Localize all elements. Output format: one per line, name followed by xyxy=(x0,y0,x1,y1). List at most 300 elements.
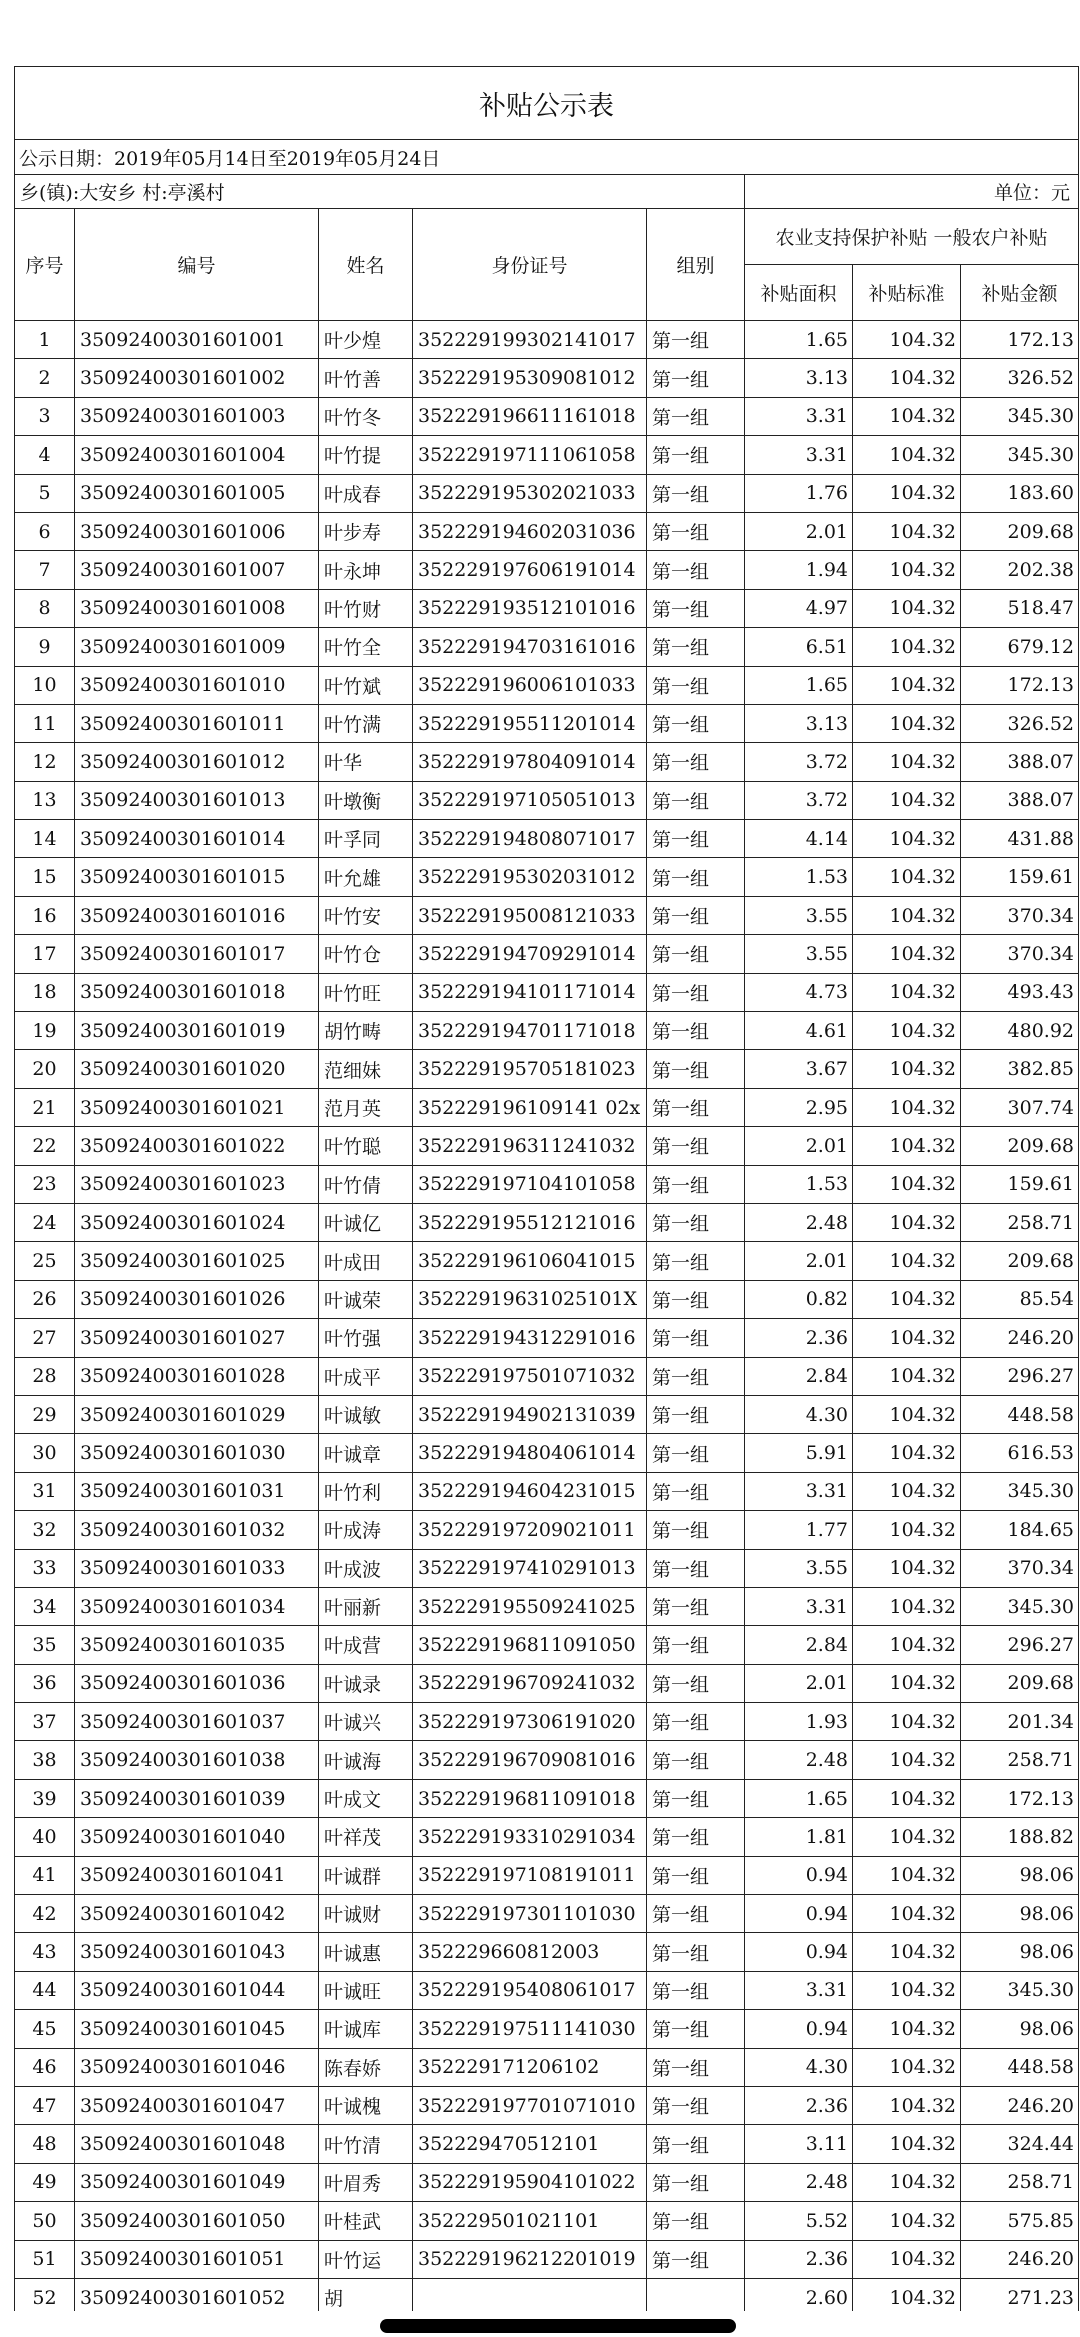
cell-group: 第一组 xyxy=(647,397,745,435)
cell-area: 2.01 xyxy=(745,1127,853,1165)
cell-seq: 45 xyxy=(15,2010,75,2048)
cell-name: 叶诚章 xyxy=(319,1434,413,1472)
table-row xyxy=(15,896,1079,934)
cell-standard: 104.32 xyxy=(853,858,961,896)
cell-id: 352229197104101058 xyxy=(413,1165,647,1203)
cell-seq: 13 xyxy=(15,781,75,819)
cell-id: 352229197111061058 xyxy=(413,436,647,474)
table-row xyxy=(15,321,1079,359)
cell-code: 35092400301601021 xyxy=(75,1088,319,1126)
cell-code: 35092400301601008 xyxy=(75,589,319,627)
cell-seq: 32 xyxy=(15,1511,75,1549)
cell-group: 第一组 xyxy=(647,512,745,550)
cell-area: 1.65 xyxy=(745,321,853,359)
cell-seq: 51 xyxy=(15,2240,75,2278)
cell-area: 1.53 xyxy=(745,1165,853,1203)
cell-code: 35092400301601002 xyxy=(75,359,319,397)
cell-seq: 42 xyxy=(15,1895,75,1933)
table-row xyxy=(15,436,1079,474)
cell-group: 第一组 xyxy=(647,1587,745,1625)
cell-id: 352229195302031012 xyxy=(413,858,647,896)
cell-group: 第一组 xyxy=(647,743,745,781)
cell-code: 35092400301601006 xyxy=(75,512,319,550)
cell-code: 35092400301601003 xyxy=(75,397,319,435)
subsidy-table-sheet xyxy=(14,66,1078,2317)
cell-id: 352229194602031036 xyxy=(413,512,647,550)
cell-area: 4.97 xyxy=(745,589,853,627)
cell-id: 352229196106041015 xyxy=(413,1242,647,1280)
cell-name: 叶竹运 xyxy=(319,2240,413,2278)
cell-group: 第一组 xyxy=(647,1933,745,1971)
cell-group: 第一组 xyxy=(647,1741,745,1779)
table-row xyxy=(15,1472,1079,1510)
cell-id: 352229196611161018 xyxy=(413,397,647,435)
cell-id: 352229194703161016 xyxy=(413,628,647,666)
cell-code: 35092400301601050 xyxy=(75,2202,319,2240)
cell-standard: 104.32 xyxy=(853,2240,961,2278)
table-row xyxy=(15,551,1079,589)
cell-code: 35092400301601048 xyxy=(75,2125,319,2163)
table-row xyxy=(15,628,1079,666)
cell-id: 352229194804061014 xyxy=(413,1434,647,1472)
cell-amount: 345.30 xyxy=(961,1587,1079,1625)
cell-group: 第一组 xyxy=(647,1242,745,1280)
cell-amount: 448.58 xyxy=(961,1395,1079,1433)
cell-code: 35092400301601046 xyxy=(75,2048,319,2086)
cell-id: 352229194101171014 xyxy=(413,973,647,1011)
cell-amount: 159.61 xyxy=(961,1165,1079,1203)
cell-seq: 26 xyxy=(15,1280,75,1318)
cell-code: 35092400301601033 xyxy=(75,1549,319,1587)
cell-name: 胡竹畴 xyxy=(319,1012,413,1050)
cell-id: 352229196109141 02x xyxy=(413,1088,647,1126)
table-row xyxy=(15,1203,1079,1241)
cell-group: 第一组 xyxy=(647,1050,745,1088)
cell-amount: 201.34 xyxy=(961,1703,1079,1741)
cell-id: 352229197511141030 xyxy=(413,2010,647,2048)
cell-name: 叶永坤 xyxy=(319,551,413,589)
table-row xyxy=(15,2163,1079,2201)
cell-code: 35092400301601043 xyxy=(75,1933,319,1971)
cell-area: 2.48 xyxy=(745,2163,853,2201)
cell-amount: 370.34 xyxy=(961,896,1079,934)
cell-amount: 271.23 xyxy=(961,2278,1079,2316)
header-standard: 补贴标准 xyxy=(853,265,961,321)
cell-standard: 104.32 xyxy=(853,1779,961,1817)
cell-area: 3.72 xyxy=(745,781,853,819)
cell-id: 352229171206102 xyxy=(413,2048,647,2086)
cell-group: 第一组 xyxy=(647,628,745,666)
cell-seq: 9 xyxy=(15,628,75,666)
cell-amount: 370.34 xyxy=(961,935,1079,973)
table-row xyxy=(15,781,1079,819)
cell-amount: 493.43 xyxy=(961,973,1079,1011)
cell-seq: 36 xyxy=(15,1664,75,1702)
cell-standard: 104.32 xyxy=(853,1971,961,2009)
cell-standard: 104.32 xyxy=(853,1012,961,1050)
cell-name: 叶竹财 xyxy=(319,589,413,627)
cell-amount: 296.27 xyxy=(961,1357,1079,1395)
cell-standard: 104.32 xyxy=(853,1434,961,1472)
cell-amount: 209.68 xyxy=(961,512,1079,550)
cell-id: 352229195008121033 xyxy=(413,896,647,934)
table-row xyxy=(15,1127,1079,1165)
cell-standard: 104.32 xyxy=(853,1242,961,1280)
cell-seq: 44 xyxy=(15,1971,75,2009)
cell-amount: 258.71 xyxy=(961,1203,1079,1241)
cell-id: 352229197108191011 xyxy=(413,1856,647,1894)
cell-seq: 40 xyxy=(15,1818,75,1856)
cell-seq: 37 xyxy=(15,1703,75,1741)
cell-area: 3.31 xyxy=(745,1971,853,2009)
cell-id: 352229195904101022 xyxy=(413,2163,647,2201)
cell-group: 第一组 xyxy=(647,1626,745,1664)
cell-code: 35092400301601042 xyxy=(75,1895,319,1933)
cell-seq: 33 xyxy=(15,1549,75,1587)
cell-seq: 52 xyxy=(15,2278,75,2316)
cell-id: 352229197306191020 xyxy=(413,1703,647,1741)
cell-seq: 22 xyxy=(15,1127,75,1165)
cell-name: 叶竹满 xyxy=(319,704,413,742)
cell-seq: 17 xyxy=(15,935,75,973)
cell-standard: 104.32 xyxy=(853,666,961,704)
cell-code: 35092400301601039 xyxy=(75,1779,319,1817)
cell-amount: 679.12 xyxy=(961,628,1079,666)
table-row xyxy=(15,589,1079,627)
cell-group: 第一组 xyxy=(647,1971,745,2009)
table-row xyxy=(15,1242,1079,1280)
cell-amount: 209.68 xyxy=(961,1664,1079,1702)
cell-group: 第一组 xyxy=(647,1280,745,1318)
cell-group: 第一组 xyxy=(647,1088,745,1126)
cell-group: 第一组 xyxy=(647,359,745,397)
cell-code: 35092400301601023 xyxy=(75,1165,319,1203)
cell-name: 叶诚财 xyxy=(319,1895,413,1933)
cell-id: 352229197606191014 xyxy=(413,551,647,589)
cell-name: 叶成平 xyxy=(319,1357,413,1395)
cell-code: 35092400301601034 xyxy=(75,1587,319,1625)
cell-group: 第一组 xyxy=(647,1549,745,1587)
table-row xyxy=(15,1319,1079,1357)
cell-standard: 104.32 xyxy=(853,1626,961,1664)
cell-group: 第一组 xyxy=(647,1127,745,1165)
cell-name: 叶孚同 xyxy=(319,820,413,858)
cell-code: 35092400301601024 xyxy=(75,1203,319,1241)
cell-id: 352229196212201019 xyxy=(413,2240,647,2278)
cell-area: 3.31 xyxy=(745,436,853,474)
cell-id: 352229195512121016 xyxy=(413,1203,647,1241)
cell-name: 叶诚库 xyxy=(319,2010,413,2048)
table-row xyxy=(15,1549,1079,1587)
cell-standard: 104.32 xyxy=(853,704,961,742)
cell-group: 第一组 xyxy=(647,2010,745,2048)
header-code: 编号 xyxy=(75,209,319,321)
cell-name: 叶丽新 xyxy=(319,1587,413,1625)
cell-standard: 104.32 xyxy=(853,551,961,589)
cell-code: 35092400301601007 xyxy=(75,551,319,589)
cell-code: 35092400301601027 xyxy=(75,1319,319,1357)
cell-name: 叶竹倩 xyxy=(319,1165,413,1203)
table-row xyxy=(15,1434,1079,1472)
cell-code: 35092400301601013 xyxy=(75,781,319,819)
cell-amount: 382.85 xyxy=(961,1050,1079,1088)
cell-seq: 41 xyxy=(15,1856,75,1894)
cell-code: 35092400301601009 xyxy=(75,628,319,666)
cell-code: 35092400301601035 xyxy=(75,1626,319,1664)
cell-standard: 104.32 xyxy=(853,1549,961,1587)
cell-code: 35092400301601011 xyxy=(75,704,319,742)
cell-code: 35092400301601020 xyxy=(75,1050,319,1088)
cell-area: 3.67 xyxy=(745,1050,853,1088)
home-indicator[interactable] xyxy=(380,2319,736,2333)
cell-standard: 104.32 xyxy=(853,359,961,397)
cell-area: 4.30 xyxy=(745,2048,853,2086)
cell-standard: 104.32 xyxy=(853,1664,961,1702)
cell-amount: 258.71 xyxy=(961,1741,1079,1779)
cell-seq: 28 xyxy=(15,1357,75,1395)
cell-standard: 104.32 xyxy=(853,1818,961,1856)
cell-seq: 48 xyxy=(15,2125,75,2163)
cell-id: 352229197301101030 xyxy=(413,1895,647,1933)
cell-seq: 35 xyxy=(15,1626,75,1664)
cell-seq: 50 xyxy=(15,2202,75,2240)
cell-amount: 370.34 xyxy=(961,1549,1079,1587)
cell-amount: 448.58 xyxy=(961,2048,1079,2086)
cell-name: 叶成涛 xyxy=(319,1511,413,1549)
cell-name: 叶允雄 xyxy=(319,858,413,896)
cell-name: 叶诚亿 xyxy=(319,1203,413,1241)
cell-standard: 104.32 xyxy=(853,1357,961,1395)
cell-group: 第一组 xyxy=(647,973,745,1011)
cell-id: 352229197105051013 xyxy=(413,781,647,819)
table-row xyxy=(15,1280,1079,1318)
cell-id: 352229195705181023 xyxy=(413,1050,647,1088)
cell-group: 第一组 xyxy=(647,2202,745,2240)
cell-id: 352229196006101033 xyxy=(413,666,647,704)
cell-area: 1.65 xyxy=(745,1779,853,1817)
publish-date: 公示日期：2019年05月14日至2019年05月24日 xyxy=(15,140,1079,175)
cell-id: 352229196311241032 xyxy=(413,1127,647,1165)
cell-code: 35092400301601031 xyxy=(75,1472,319,1510)
cell-area: 2.01 xyxy=(745,1242,853,1280)
cell-code: 35092400301601045 xyxy=(75,2010,319,2048)
cell-amount: 188.82 xyxy=(961,1818,1079,1856)
cell-id: 352229197501071032 xyxy=(413,1357,647,1395)
cell-seq: 31 xyxy=(15,1472,75,1510)
cell-id: 352229193310291034 xyxy=(413,1818,647,1856)
header-name: 姓名 xyxy=(319,209,413,321)
header-id: 身份证号 xyxy=(413,209,647,321)
cell-code: 35092400301601004 xyxy=(75,436,319,474)
cell-group: 第一组 xyxy=(647,781,745,819)
cell-standard: 104.32 xyxy=(853,2010,961,2048)
cell-seq: 20 xyxy=(15,1050,75,1088)
cell-amount: 85.54 xyxy=(961,1280,1079,1318)
cell-area: 4.14 xyxy=(745,820,853,858)
cell-seq: 12 xyxy=(15,743,75,781)
cell-area: 2.48 xyxy=(745,1203,853,1241)
cell-standard: 104.32 xyxy=(853,2163,961,2201)
cell-name: 叶竹聪 xyxy=(319,1127,413,1165)
subsidy-table xyxy=(14,66,1079,2317)
cell-group: 第一组 xyxy=(647,2240,745,2278)
cell-standard: 104.32 xyxy=(853,1856,961,1894)
cell-code: 35092400301601051 xyxy=(75,2240,319,2278)
table-title: 补贴公示表 xyxy=(15,67,1079,140)
cell-standard: 104.32 xyxy=(853,397,961,435)
table-row xyxy=(15,1741,1079,1779)
cell-seq: 5 xyxy=(15,474,75,512)
cell-group: 第一组 xyxy=(647,2125,745,2163)
cell-name: 叶步寿 xyxy=(319,512,413,550)
cell-standard: 104.32 xyxy=(853,2278,961,2316)
cell-name: 叶竹强 xyxy=(319,1319,413,1357)
cell-standard: 104.32 xyxy=(853,1741,961,1779)
table-row xyxy=(15,935,1079,973)
cell-amount: 172.13 xyxy=(961,1779,1079,1817)
cell-name: 叶竹仓 xyxy=(319,935,413,973)
cell-code: 35092400301601041 xyxy=(75,1856,319,1894)
table-row xyxy=(15,820,1079,858)
cell-seq: 29 xyxy=(15,1395,75,1433)
table-row xyxy=(15,1779,1079,1817)
cell-area: 4.73 xyxy=(745,973,853,1011)
cell-area: 1.93 xyxy=(745,1703,853,1741)
cell-group: 第一组 xyxy=(647,1818,745,1856)
cell-amount: 616.53 xyxy=(961,1434,1079,1472)
cell-standard: 104.32 xyxy=(853,512,961,550)
cell-group: 第一组 xyxy=(647,1012,745,1050)
table-row xyxy=(15,1587,1079,1625)
table-row xyxy=(15,2048,1079,2086)
table-row xyxy=(15,2010,1079,2048)
cell-standard: 104.32 xyxy=(853,1050,961,1088)
cell-area: 3.11 xyxy=(745,2125,853,2163)
cell-name: 叶华 xyxy=(319,743,413,781)
cell-amount: 209.68 xyxy=(961,1127,1079,1165)
cell-name: 叶墩衡 xyxy=(319,781,413,819)
table-row xyxy=(15,1050,1079,1088)
cell-group: 第一组 xyxy=(647,1664,745,1702)
cell-group: 第一组 xyxy=(647,2048,745,2086)
cell-name: 叶成营 xyxy=(319,1626,413,1664)
table-row xyxy=(15,397,1079,435)
cell-group: 第一组 xyxy=(647,1472,745,1510)
table-row xyxy=(15,1895,1079,1933)
table-row xyxy=(15,1626,1079,1664)
cell-code: 35092400301601036 xyxy=(75,1664,319,1702)
cell-seq: 39 xyxy=(15,1779,75,1817)
cell-standard: 104.32 xyxy=(853,1895,961,1933)
cell-area: 1.65 xyxy=(745,666,853,704)
cell-name: 叶竹清 xyxy=(319,2125,413,2163)
cell-standard: 104.32 xyxy=(853,321,961,359)
table-row xyxy=(15,474,1079,512)
cell-group: 第一组 xyxy=(647,1165,745,1203)
cell-name: 叶祥茂 xyxy=(319,1818,413,1856)
cell-name: 叶竹提 xyxy=(319,436,413,474)
cell-code: 35092400301601019 xyxy=(75,1012,319,1050)
cell-standard: 104.32 xyxy=(853,1933,961,1971)
table-row xyxy=(15,359,1079,397)
cell-id: 352229195408061017 xyxy=(413,1971,647,2009)
cell-seq: 4 xyxy=(15,436,75,474)
cell-id: 352229194701171018 xyxy=(413,1012,647,1050)
cell-area: 1.94 xyxy=(745,551,853,589)
table-row xyxy=(15,2086,1079,2124)
cell-standard: 104.32 xyxy=(853,1280,961,1318)
cell-area: 2.84 xyxy=(745,1626,853,1664)
cell-code: 35092400301601026 xyxy=(75,1280,319,1318)
cell-standard: 104.32 xyxy=(853,2202,961,2240)
cell-seq: 6 xyxy=(15,512,75,550)
table-row xyxy=(15,2240,1079,2278)
cell-code: 35092400301601005 xyxy=(75,474,319,512)
cell-amount: 202.38 xyxy=(961,551,1079,589)
cell-id: 352229196811091018 xyxy=(413,1779,647,1817)
cell-code: 35092400301601017 xyxy=(75,935,319,973)
cell-name: 叶竹旺 xyxy=(319,973,413,1011)
cell-group: 第一组 xyxy=(647,704,745,742)
table-row xyxy=(15,666,1079,704)
cell-area: 1.53 xyxy=(745,858,853,896)
cell-seq: 38 xyxy=(15,1741,75,1779)
table-row xyxy=(15,1357,1079,1395)
cell-id: 352229470512101 xyxy=(413,2125,647,2163)
cell-area: 4.30 xyxy=(745,1395,853,1433)
cell-id: 352229195309081012 xyxy=(413,359,647,397)
cell-area: 6.51 xyxy=(745,628,853,666)
header-seq: 序号 xyxy=(15,209,75,321)
cell-name: 叶诚海 xyxy=(319,1741,413,1779)
cell-amount: 431.88 xyxy=(961,820,1079,858)
cell-area: 2.95 xyxy=(745,1088,853,1126)
cell-seq: 2 xyxy=(15,359,75,397)
cell-group: 第一组 xyxy=(647,1357,745,1395)
cell-code: 35092400301601025 xyxy=(75,1242,319,1280)
cell-group: 第一组 xyxy=(647,1779,745,1817)
cell-amount: 324.44 xyxy=(961,2125,1079,2163)
cell-name: 叶诚敏 xyxy=(319,1395,413,1433)
cell-group: 第一组 xyxy=(647,1395,745,1433)
cell-amount: 518.47 xyxy=(961,589,1079,627)
cell-seq: 30 xyxy=(15,1434,75,1472)
cell-code: 35092400301601015 xyxy=(75,858,319,896)
cell-amount: 326.52 xyxy=(961,359,1079,397)
cell-code: 35092400301601052 xyxy=(75,2278,319,2316)
cell-seq: 8 xyxy=(15,589,75,627)
cell-standard: 104.32 xyxy=(853,589,961,627)
cell-name: 范细妹 xyxy=(319,1050,413,1088)
header-subsidy-group: 农业支持保护补贴 一般农户补贴 xyxy=(745,209,1079,265)
cell-id: 352229196709081016 xyxy=(413,1741,647,1779)
cell-group: 第一组 xyxy=(647,896,745,934)
cell-group: 第一组 xyxy=(647,2086,745,2124)
cell-seq: 19 xyxy=(15,1012,75,1050)
table-row xyxy=(15,2125,1079,2163)
cell-amount: 246.20 xyxy=(961,2086,1079,2124)
cell-name: 叶竹善 xyxy=(319,359,413,397)
table-row xyxy=(15,1165,1079,1203)
cell-id: 352229193512101016 xyxy=(413,589,647,627)
cell-group: 第一组 xyxy=(647,1434,745,1472)
cell-code: 35092400301601029 xyxy=(75,1395,319,1433)
cell-amount: 345.30 xyxy=(961,397,1079,435)
cell-name: 叶竹冬 xyxy=(319,397,413,435)
cell-seq: 1 xyxy=(15,321,75,359)
cell-seq: 23 xyxy=(15,1165,75,1203)
cell-amount: 296.27 xyxy=(961,1626,1079,1664)
